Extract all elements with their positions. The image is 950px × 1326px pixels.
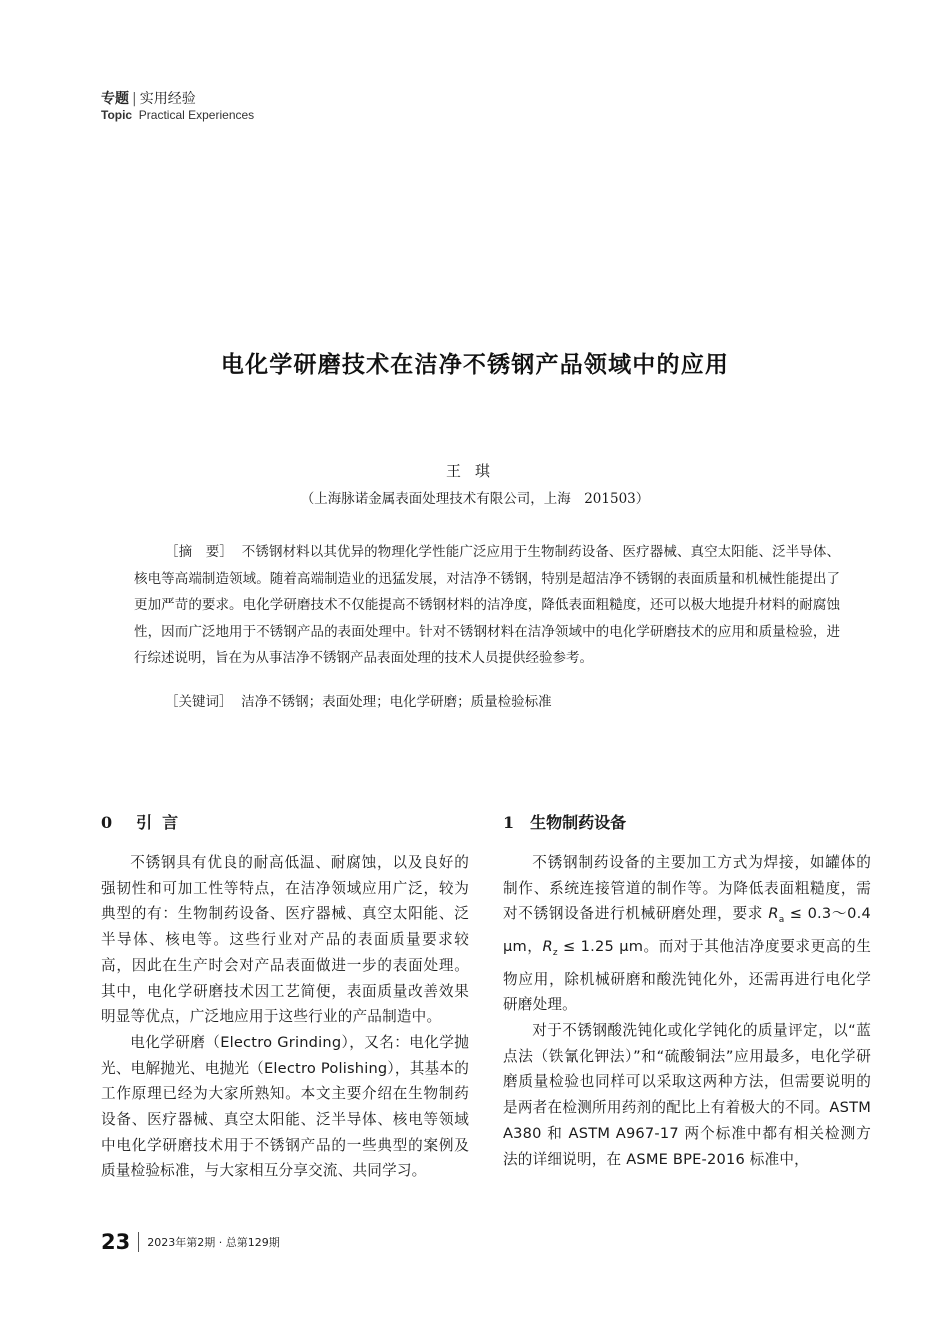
article-affiliation: （上海脉诺金属表面处理技术有限公司，上海 201503） (300, 491, 650, 507)
page-number: 23 (101, 1230, 131, 1254)
section-1-heading (503, 810, 626, 833)
running-header (101, 90, 254, 122)
bio-paragraph-1: 不锈钢制药设备的主要加工方式为焊接，如罐体的制作、系统连接管道的制作等。为降低表面粗糙度，需对不锈钢设备进行机械研磨处理，要求 $R_a$ ≤ 0.3～0.4 μm，$R_z \le 1.25$ μm。而对于其他洁净度要求更高的生物应用，除机械研磨和酸洗钝化外，还需再进行电化学研磨处理。 (503, 854, 871, 1014)
section-en: Practical Experiences (138, 108, 255, 122)
keywords (165, 690, 552, 714)
section-0-title: 引言 (136, 813, 189, 832)
section-cn: 实用经验 (139, 91, 196, 107)
section-1-number: 1 (503, 813, 515, 832)
article-title: 电化学研磨技术在洁净不锈钢产品领域中的应用 (220, 352, 730, 378)
right-column (503, 850, 871, 1172)
bio-paragraph-2: 对于不锈钢酸洗钝化或化学钝化的质量评定，以“蓝点法（铁氰化钾法）”和“硫酸铜法”应用最多，电化学研磨质量检验也同样可以采取这两种方法，但需要说明的是两者在检测所用药剂的配比上有着极大的不同。ASTM A380 和 ASTM A967-17 两个标准中都有相关检测方法的详细说明，在 ASME BPE-2016 标准中， (503, 1022, 871, 1168)
intro-paragraph-2: 电化学研磨（Electro Grinding），又名：电化学抛光、电解抛光、电抛光（Electro Polishing），其基本的工作原理已经为大家所熟知。本文主要介绍在生物制药设备、医疗器械、真空太阳能、泛半导体、核电等领域中电化学研磨技术用于不锈钢产品的一些典型的案例及质量检验标准，与大家相互分享交流、共同学习。 (101, 1033, 469, 1180)
intro-paragraph-1: 不锈钢具有优良的耐高低温、耐腐蚀，以及良好的强韧性和可加工性等特点，在洁净领域应用广泛，较为典型的有：生物制药设备、医疗器械、真空太阳能、泛半导体、核电等。这些行业对产品的表面质量要求较高，因此在生产时会对产品表面做进一步的表面处理。其中，电化学研磨技术因工艺简便，表面质量改善效果明显等优点，广泛地应用于这些行业的产品制造中。 (101, 854, 469, 1026)
section-0-heading (101, 810, 188, 833)
keywords-text: 洁净不锈钢；表面处理；电化学研磨；质量检验标准 (241, 694, 552, 710)
left-column (101, 850, 469, 1184)
header-cn: 专题 | 实用经验 (101, 91, 196, 107)
footer-divider (138, 1232, 139, 1252)
topic-en: Topic (101, 108, 133, 122)
abstract-text: 不锈钢材料以其优异的物理化学性能广泛应用于生物制药设备、医疗器械、真空太阳能、泛半导体、核电等高端制造领域。随着高端制造业的迅猛发展，对洁净不锈钢，特别是超洁净不锈钢的表面质量和机械性能提出了更加严苛的要求。电化学研磨技术不仅能提高不锈钢材料的洁净度，降低表面粗糙度，还可以极大地提升材料的耐腐蚀性，因而广泛地用于不锈钢产品的表面处理中。针对不锈钢材料在洁净领域中的电化学研磨技术的应用和质量检验，进行综述说明，旨在为从事洁净不锈钢产品表面处理的技术人员提供经验参考。 (134, 544, 840, 666)
page-footer (101, 1230, 280, 1254)
section-0-number: 0 (101, 813, 113, 832)
abstract-label: ［摘 要］ (165, 544, 233, 560)
issue-info: 2023年第2期 · 总第129期 (147, 1236, 280, 1249)
keywords-label: ［关键词］ (165, 694, 233, 710)
abstract (134, 539, 840, 672)
article-author: 王琪 (445, 462, 504, 480)
header-en (101, 108, 254, 122)
section-1-title: 生物制药设备 (530, 813, 627, 832)
topic-cn: 专题 (101, 91, 129, 107)
